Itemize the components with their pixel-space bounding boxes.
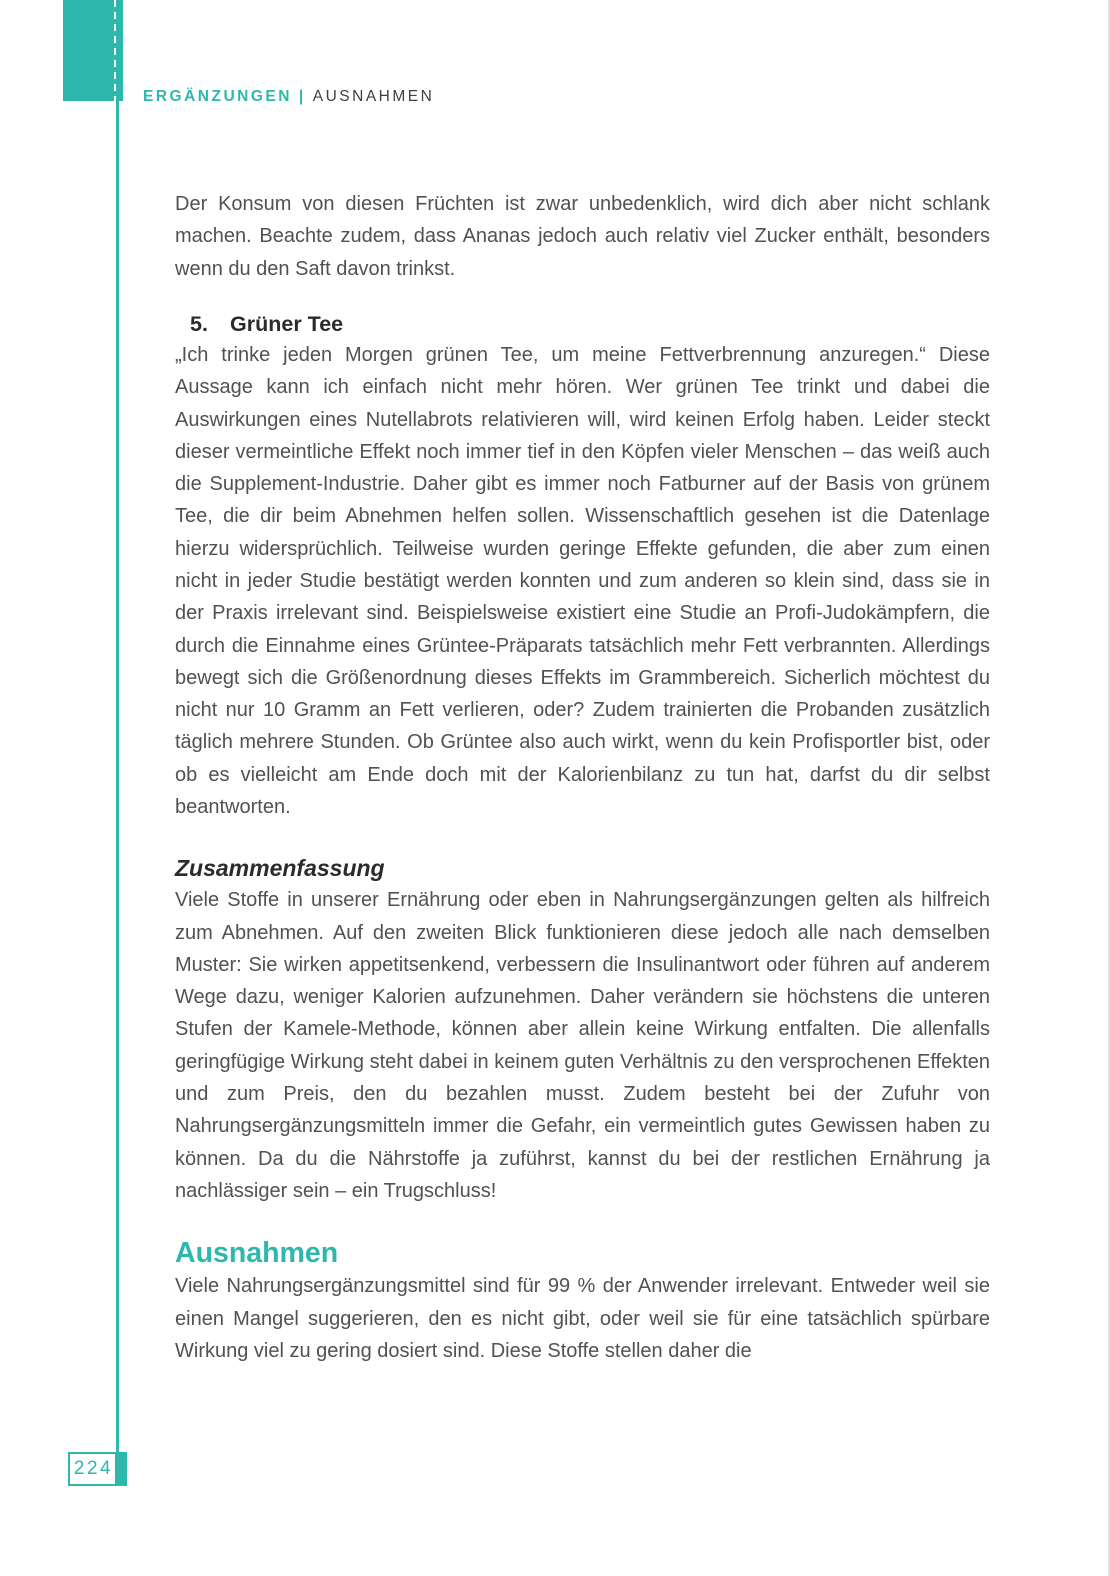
page-number-box [68, 1452, 127, 1486]
margin-rule [116, 100, 119, 1453]
page-number-box-fill [115, 1454, 125, 1484]
green-tea-heading-number: 5. [190, 311, 208, 336]
chapter-tab-block [63, 0, 123, 101]
intro-paragraph: Der Konsum von diesen Früchten ist zwar unbedenklich, wird dich aber nicht schlank machen. Beachte zudem, dass Ananas jedoch auch relativ viel Zucker enthält, besonders wenn du den Saft davon trinkst. [175, 193, 990, 280]
summary-heading: Zusammenfassung [175, 855, 385, 882]
page-number: 224 [73, 1458, 114, 1479]
page-body [175, 188, 990, 1367]
green-tea-heading [190, 310, 990, 339]
running-header-section: AUSNAHMEN [312, 88, 435, 105]
green-tea-paragraph: „Ich trinke jeden Morgen grünen Tee, um meine Fettverbrennung anzuregen.“ Diese Aussage kann ich einfach nicht mehr hören. Wer grünen Tee trinkt und dabei die Auswirkungen eines Nutellabrots relativieren will, wird keinen Erfolg haben. Leider steckt dieser vermeintliche Effekt noch immer tief in den Köpfen vieler Menschen – das weiß auch die Supplement-Industrie. Daher gibt es immer noch Fatburner auf der Basis von grünem Tee, die dir beim Abnehmen helfen sollen. Wissenschaftlich gesehen ist die Datenlage hierzu widersprüchlich. Teilweise wurden geringe Effekte gefunden, die aber zum einen nicht in jeder Studie bestätigt werden konnten und zum anderen so klein sind, dass sie in der Praxis irrelevant sind. Beispielsweise existiert eine Studie an Profi-Judokämpfern, die durch die Einnahme eines Grüntee-Präparats tatsächlich mehr Fett verbrannten. Allerdings bewegt sich die Größenordnung dieses Effekts im Grammbereich. Sicherlich möchtest du nicht nur 10 Gramm an Fett verlieren, oder? Zudem trainierten die Probanden zusätzlich täglich mehrere Stunden. Ob Grüntee also auch wirkt, wenn du kein Profisportler bist, oder ob es vielleicht am Ende doch mit der Kalorienbilanz zu tun hat, darfst du dir selbst beantworten. [175, 343, 990, 819]
running-header-separator: | [298, 88, 306, 105]
exceptions-paragraph: Viele Nahrungsergänzungsmittel sind für 99 % der Anwender irrelevant. Entweder weil sie einen Mangel suggerieren, den es nicht gibt, oder weil sie für eine tatsächlich spürbare Wirkung viel zu gering dosiert sind. Diese Stoffe stellen daher die [175, 1275, 990, 1362]
green-tea-heading-title: Grüner Tee [230, 311, 344, 336]
summary-paragraph: Viele Stoffe in unserer Ernährung oder eben in Nahrungsergänzungen gelten als hilfreich zum Abnehmen. Auf den zweiten Blick funktionieren diese jedoch alle nach demselben Muster: Sie wirken appetitsenkend, verbessern die Insulinantwort oder führen auf anderem Wege dazu, weniger Kalorien aufzunehmen. Daher verändern sie höchstens die unteren Stufen der Kamele-Methode, können aber allein keine Wirkung entfalten. Die allenfalls geringfügige Wirkung steht dabei in keinem guten Verhältnis zu den versprochenen Effekten und zum Preis, den du bezahlen musst. Zudem besteht bei der Zufuhr von Nahrungsergänzungsmitteln immer die Gefahr, ein vermeintlich gutes Gewissen haben zu können. Da du die Nährstoffe ja zuführst, kannst du bei der restlichen Ernährung ja nachlässiger sein – ein Trugschluss! [175, 889, 990, 1202]
running-header [143, 88, 434, 106]
exceptions-heading: Ausnahmen [175, 1237, 339, 1270]
chapter-tab-dashed-line [114, 0, 116, 101]
running-header-chapter: ERGÄNZUNGEN [143, 88, 292, 105]
